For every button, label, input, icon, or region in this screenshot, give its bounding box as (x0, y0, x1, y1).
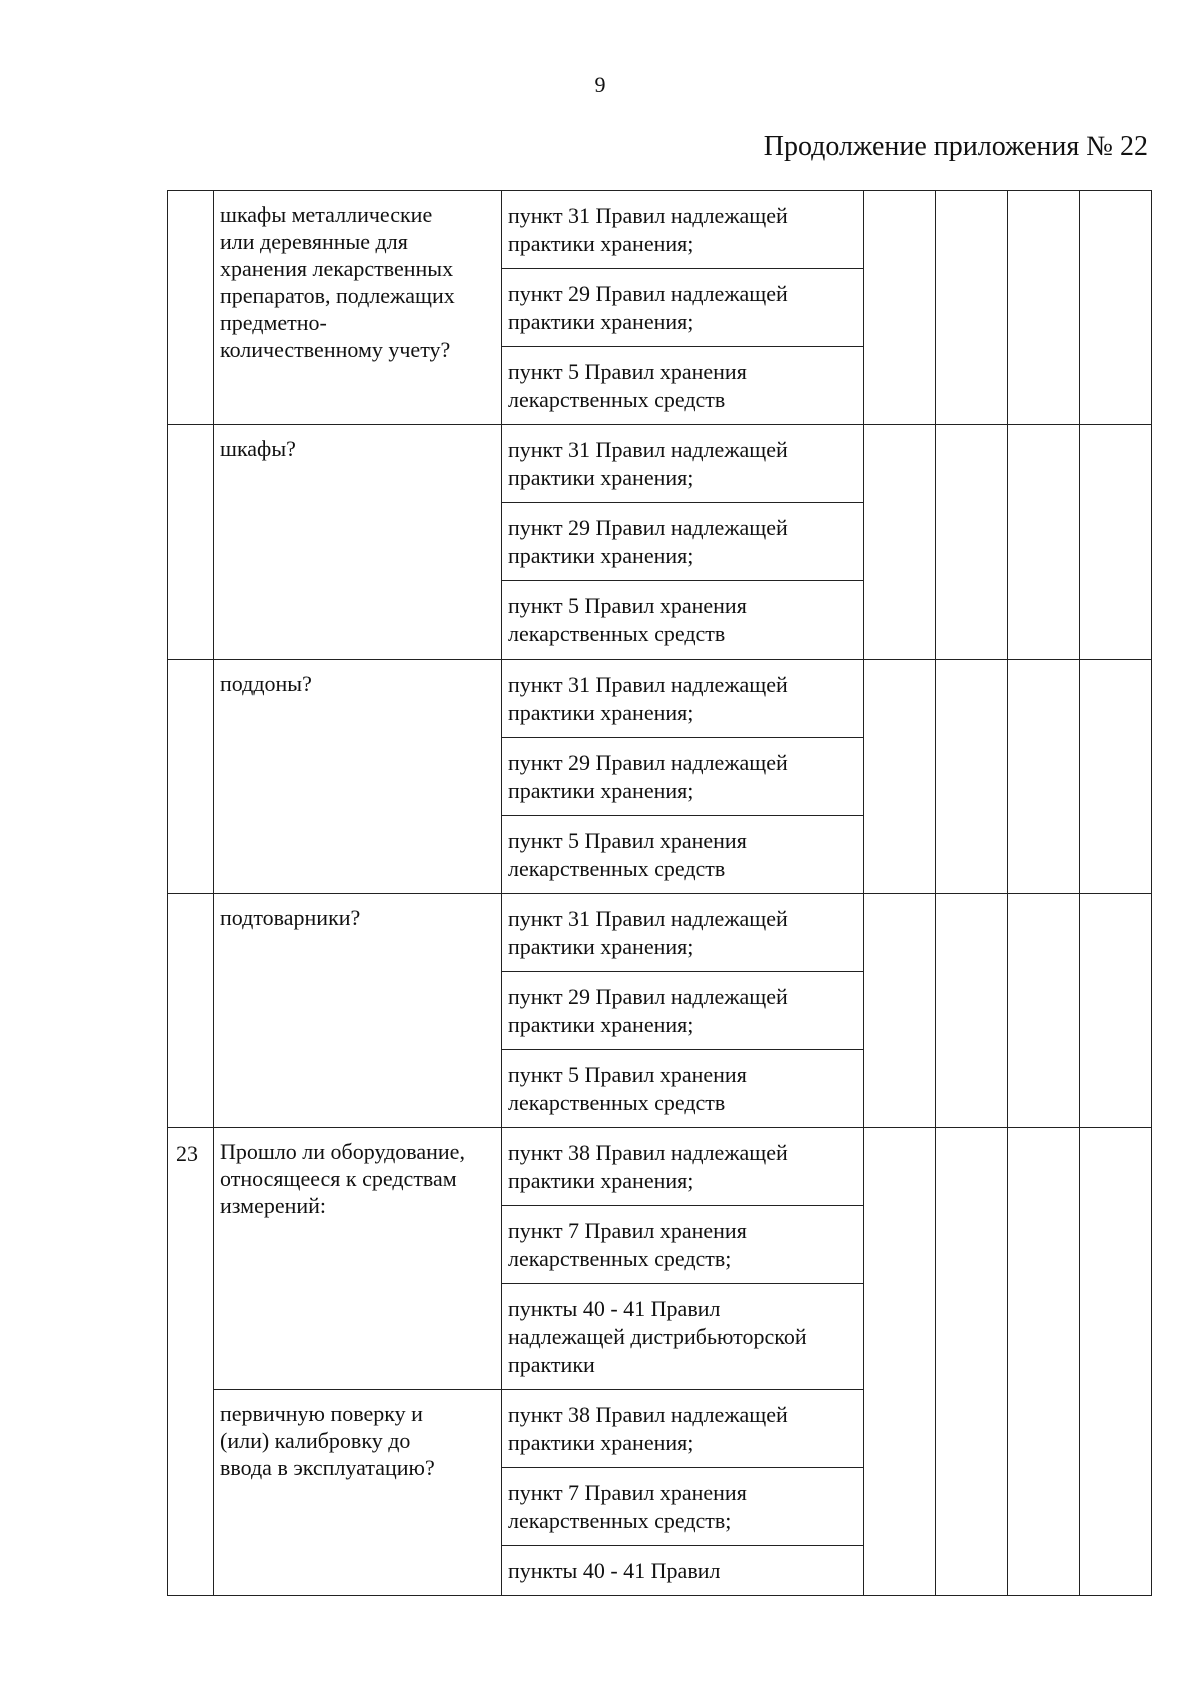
empty-cell-4 (1080, 660, 1152, 894)
item-number-cell (168, 191, 214, 425)
item-number (168, 894, 213, 906)
question-text: первичную поверку и (или) калибровку до ввода в эксплуатацию? (220, 1401, 435, 1480)
empty-cell-1 (864, 1128, 936, 1596)
reference-cell (502, 581, 864, 660)
item-number: 23 (176, 1141, 198, 1166)
reference-cell (502, 1128, 864, 1206)
checklist-table (167, 190, 1152, 1596)
empty-cell-1 (864, 425, 936, 660)
reference-text: пункт 29 Правил надлежащей практики хранения; (508, 983, 788, 1037)
empty-cell-4 (1080, 425, 1152, 660)
item-number (168, 191, 213, 203)
reference-text: пункт 7 Правил хранения лекарственных средств; (508, 1217, 747, 1271)
empty-cell-2 (936, 660, 1008, 894)
appendix-continuation-note: Продолжение приложения № 22 (763, 131, 1148, 162)
empty-cell-3 (1008, 660, 1080, 894)
reference-text: пункт 38 Правил надлежащей практики хранения; (508, 1401, 788, 1455)
table-row (168, 425, 1152, 503)
reference-cell (502, 972, 864, 1050)
reference-text: пункт 5 Правил хранения лекарственных средств (508, 358, 747, 412)
table-row (168, 1128, 1152, 1206)
reference-text: пункт 29 Правил надлежащей практики хранения; (508, 514, 788, 568)
table-row (168, 191, 1152, 269)
page-number: 9 (594, 72, 606, 97)
reference-cell (502, 191, 864, 269)
reference-cell (502, 1546, 864, 1596)
table-row (168, 660, 1152, 738)
reference-cell (502, 738, 864, 816)
reference-text: пункт 5 Правил хранения лекарственных средств (508, 827, 747, 881)
question-text: поддоны? (220, 671, 312, 696)
item-number (168, 425, 213, 437)
reference-cell (502, 1468, 864, 1546)
question-cell (214, 425, 502, 660)
question-cell (214, 660, 502, 894)
question-cell (214, 191, 502, 425)
empty-cell-4 (1080, 894, 1152, 1128)
empty-cell-4 (1080, 1128, 1152, 1596)
reference-cell (502, 503, 864, 581)
question-text: шкафы металлические или деревянные для хранения лекарственных препаратов, подлежащих предметно- количественному учету? (220, 202, 455, 362)
empty-cell-2 (936, 894, 1008, 1128)
question-text: Прошло ли оборудование, относящееся к средствам измерений: (220, 1139, 465, 1218)
reference-cell (502, 347, 864, 425)
reference-text: пункт 31 Правил надлежащей практики хранения; (508, 436, 788, 490)
reference-text: пункт 31 Правил надлежащей практики хранения; (508, 905, 788, 959)
item-number-cell (168, 660, 214, 894)
reference-cell (502, 1050, 864, 1128)
table-row (168, 894, 1152, 972)
reference-cell (502, 1284, 864, 1390)
reference-cell (502, 1206, 864, 1284)
item-number-cell (168, 894, 214, 1128)
empty-cell-3 (1008, 1128, 1080, 1596)
reference-cell (502, 269, 864, 347)
empty-cell-2 (936, 1128, 1008, 1596)
reference-cell (502, 425, 864, 503)
question-cell (214, 1390, 502, 1596)
reference-text: пункт 29 Правил надлежащей практики хранения; (508, 280, 788, 334)
item-number-cell (168, 1128, 214, 1596)
empty-cell-4 (1080, 191, 1152, 425)
empty-cell-1 (864, 660, 936, 894)
question-text: подтоварники? (220, 905, 361, 930)
reference-text: пункт 29 Правил надлежащей практики хранения; (508, 749, 788, 803)
reference-text: пункт 38 Правил надлежащей практики хранения; (508, 1139, 788, 1193)
empty-cell-3 (1008, 425, 1080, 660)
item-number-cell (168, 425, 214, 660)
item-number (168, 660, 213, 672)
reference-text: пункт 31 Правил надлежащей практики хранения; (508, 671, 788, 725)
empty-cell-1 (864, 894, 936, 1128)
question-cell (214, 1128, 502, 1390)
question-cell (214, 894, 502, 1128)
empty-cell-3 (1008, 191, 1080, 425)
empty-cell-2 (936, 191, 1008, 425)
reference-cell (502, 816, 864, 894)
reference-text: пункт 31 Правил надлежащей практики хранения; (508, 202, 788, 256)
reference-cell (502, 894, 864, 972)
empty-cell-1 (864, 191, 936, 425)
empty-cell-3 (1008, 894, 1080, 1128)
reference-text: пункты 40 - 41 Правил надлежащей дистрибьюторской практики (508, 1295, 807, 1377)
question-text: шкафы? (220, 436, 296, 461)
empty-cell-2 (936, 425, 1008, 660)
reference-text: пункт 7 Правил хранения лекарственных средств; (508, 1479, 747, 1533)
reference-cell (502, 1390, 864, 1468)
reference-text: пункты 40 - 41 Правил (508, 1557, 721, 1583)
reference-text: пункт 5 Правил хранения лекарственных средств (508, 1061, 747, 1115)
reference-cell (502, 660, 864, 738)
reference-text: пункт 5 Правил хранения лекарственных средств (508, 593, 747, 646)
